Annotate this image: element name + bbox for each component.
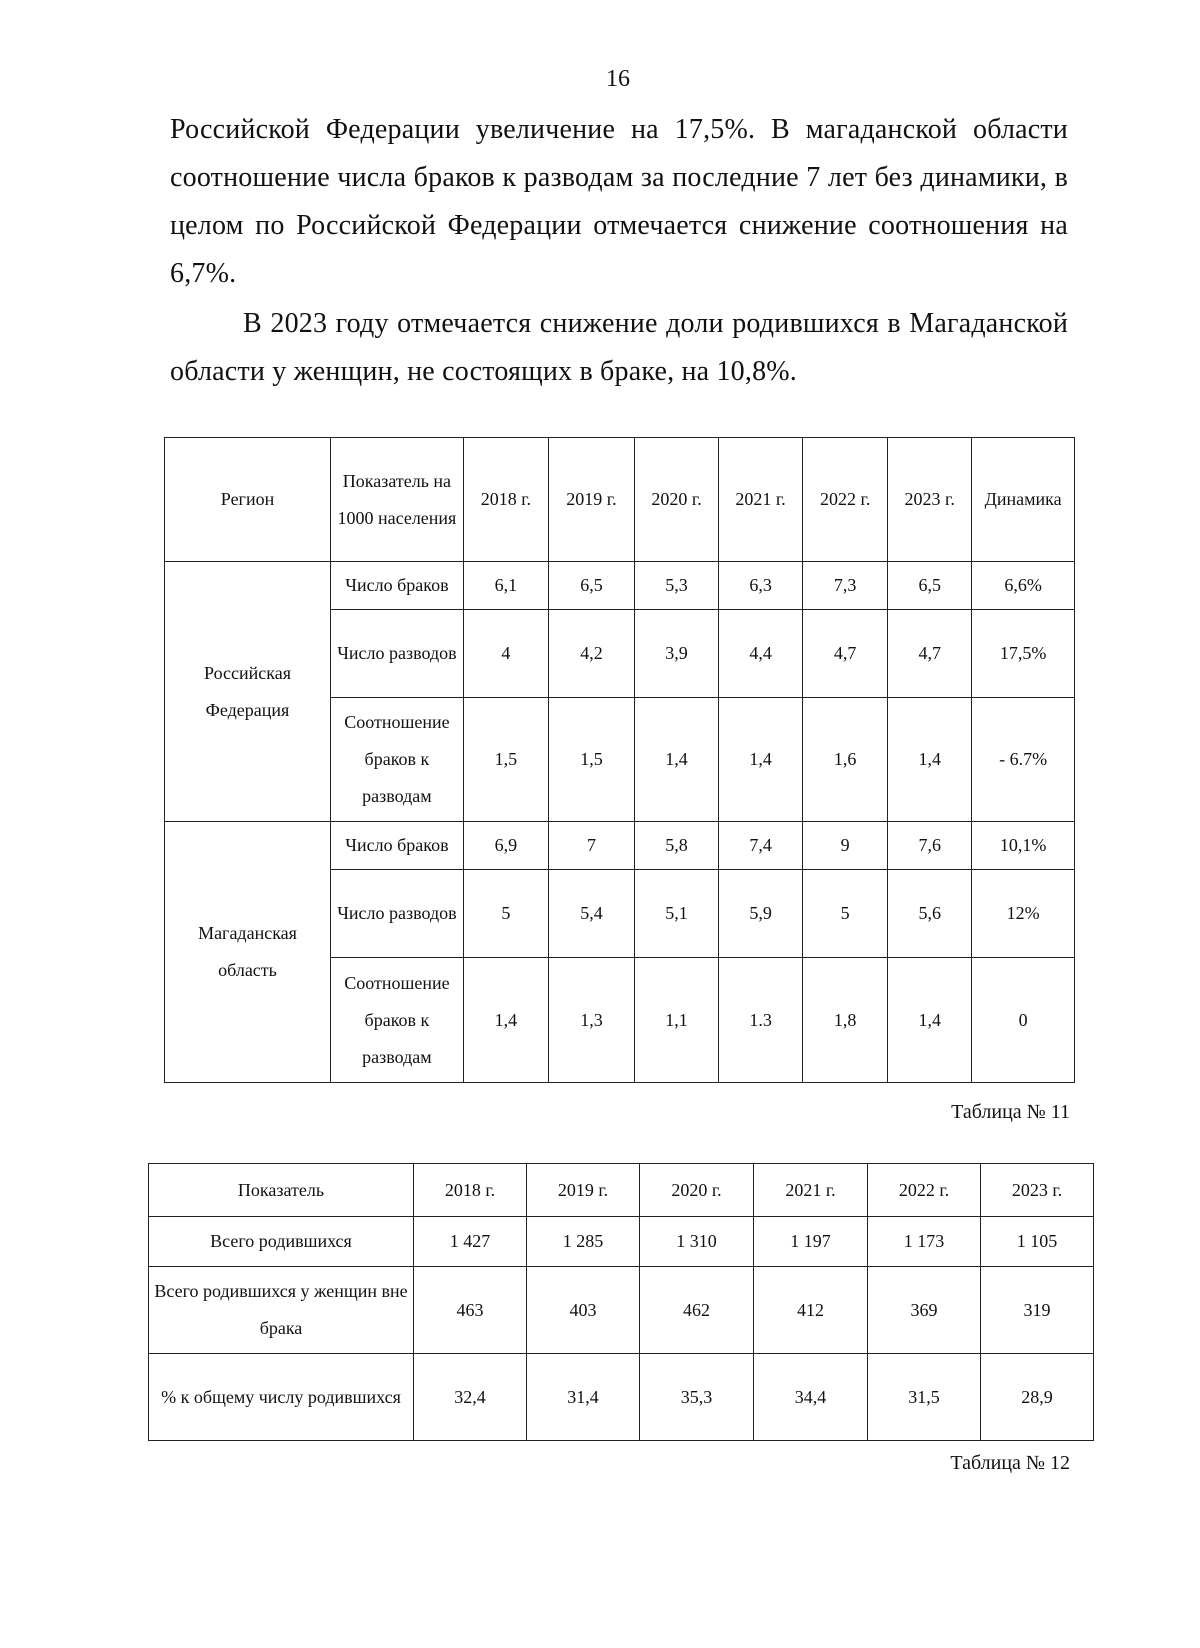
table-11 [164,437,1075,1083]
dynamics-cell: - 6.7% [972,698,1075,822]
region-cell: Магаданская область [165,822,331,1083]
indicator-cell: % к общему числу родившихся [149,1354,414,1441]
table-row [149,1267,1094,1354]
table-11-header-row [165,438,1075,562]
header-cell: Регион [165,438,331,562]
value-cell: 1,4 [888,698,972,822]
value-cell: 7 [548,822,634,870]
value-cell: 5 [463,870,548,958]
value-cell: 5,6 [888,870,972,958]
header-cell: Показатель на 1000 населения [331,438,464,562]
value-cell: 7,6 [888,822,972,870]
header-cell: Показатель [149,1164,414,1217]
value-cell: 5,4 [548,870,634,958]
value-cell: 4,7 [888,610,972,698]
value-cell: 31,4 [527,1354,640,1441]
table-12-caption: Таблица № 12 [950,1452,1070,1474]
value-cell: 6,5 [548,562,634,610]
header-cell: 2020 г. [635,438,719,562]
dynamics-cell: 17,5% [972,610,1075,698]
table-row [165,562,1075,610]
value-cell: 5,8 [635,822,719,870]
value-cell: 403 [527,1267,640,1354]
value-cell: 1,4 [635,698,719,822]
value-cell: 7,3 [803,562,888,610]
value-cell: 4,4 [719,610,803,698]
header-cell: 2023 г. [888,438,972,562]
paragraph-1: Российской Федерации увеличение на 17,5%. В магаданской области соотношение числа браков к разводам за последние 7 лет без динамики, в целом по Российской Федерации отмечается снижение соотношения на 6,7%. [170,114,1068,289]
value-cell: 1 310 [640,1217,754,1267]
value-cell: 7,4 [719,822,803,870]
value-cell: 412 [754,1267,868,1354]
indicator-cell: Всего родившихся [149,1217,414,1267]
value-cell: 1,4 [719,698,803,822]
value-cell: 28,9 [981,1354,1094,1441]
value-cell: 5 [803,870,888,958]
table-11-caption: Таблица № 11 [951,1101,1070,1123]
header-cell: 2022 г. [868,1164,981,1217]
value-cell: 1,3 [548,958,634,1083]
header-cell: 2018 г. [414,1164,527,1217]
paragraph-2: В 2023 году отмечается снижение доли родившихся в Магаданской области у женщин, не состоящих в браке, на 10,8%. [170,308,1068,387]
value-cell: 1,1 [635,958,719,1083]
value-cell: 6,9 [463,822,548,870]
value-cell: 463 [414,1267,527,1354]
value-cell: 5,3 [635,562,719,610]
header-cell: Динамика [972,438,1075,562]
value-cell: 4,2 [548,610,634,698]
value-cell: 6,5 [888,562,972,610]
indicator-cell: Всего родившихся у женщин вне брака [149,1267,414,1354]
value-cell: 35,3 [640,1354,754,1441]
header-cell: 2021 г. [719,438,803,562]
dynamics-cell: 12% [972,870,1075,958]
value-cell: 1 105 [981,1217,1094,1267]
table-row [165,822,1075,870]
value-cell: 32,4 [414,1354,527,1441]
value-cell: 6,1 [463,562,548,610]
value-cell: 4 [463,610,548,698]
value-cell: 1.3 [719,958,803,1083]
value-cell: 31,5 [868,1354,981,1441]
header-cell: 2019 г. [527,1164,640,1217]
value-cell: 3,9 [635,610,719,698]
value-cell: 5,9 [719,870,803,958]
indicator-cell: Число браков [331,822,464,870]
value-cell: 369 [868,1267,981,1354]
value-cell: 462 [640,1267,754,1354]
value-cell: 1 197 [754,1217,868,1267]
value-cell: 4,7 [803,610,888,698]
page-number: 16 [606,66,630,92]
value-cell: 1,4 [888,958,972,1083]
header-cell: 2018 г. [463,438,548,562]
header-cell: 2022 г. [803,438,888,562]
region-cell: Российская Федерация [165,562,331,822]
indicator-cell: Соотношение браков к разводам [331,698,464,822]
table-12 [148,1163,1094,1441]
header-cell: 2019 г. [548,438,634,562]
value-cell: 1,4 [463,958,548,1083]
table-row [149,1217,1094,1267]
dynamics-cell: 6,6% [972,562,1075,610]
value-cell: 34,4 [754,1354,868,1441]
value-cell: 1 173 [868,1217,981,1267]
indicator-cell: Соотношение браков к разводам [331,958,464,1083]
indicator-cell: Число браков [331,562,464,610]
table-12-header-row [149,1164,1094,1217]
dynamics-cell: 10,1% [972,822,1075,870]
indicator-cell: Число разводов [331,870,464,958]
value-cell: 9 [803,822,888,870]
value-cell: 1,5 [463,698,548,822]
value-cell: 6,3 [719,562,803,610]
header-cell: 2020 г. [640,1164,754,1217]
value-cell: 1,6 [803,698,888,822]
indicator-cell: Число разводов [331,610,464,698]
value-cell: 1,8 [803,958,888,1083]
table-row [149,1354,1094,1441]
header-cell: 2021 г. [754,1164,868,1217]
value-cell: 1 285 [527,1217,640,1267]
value-cell: 319 [981,1267,1094,1354]
dynamics-cell: 0 [972,958,1075,1083]
value-cell: 1 427 [414,1217,527,1267]
header-cell: 2023 г. [981,1164,1094,1217]
value-cell: 5,1 [635,870,719,958]
value-cell: 1,5 [548,698,634,822]
